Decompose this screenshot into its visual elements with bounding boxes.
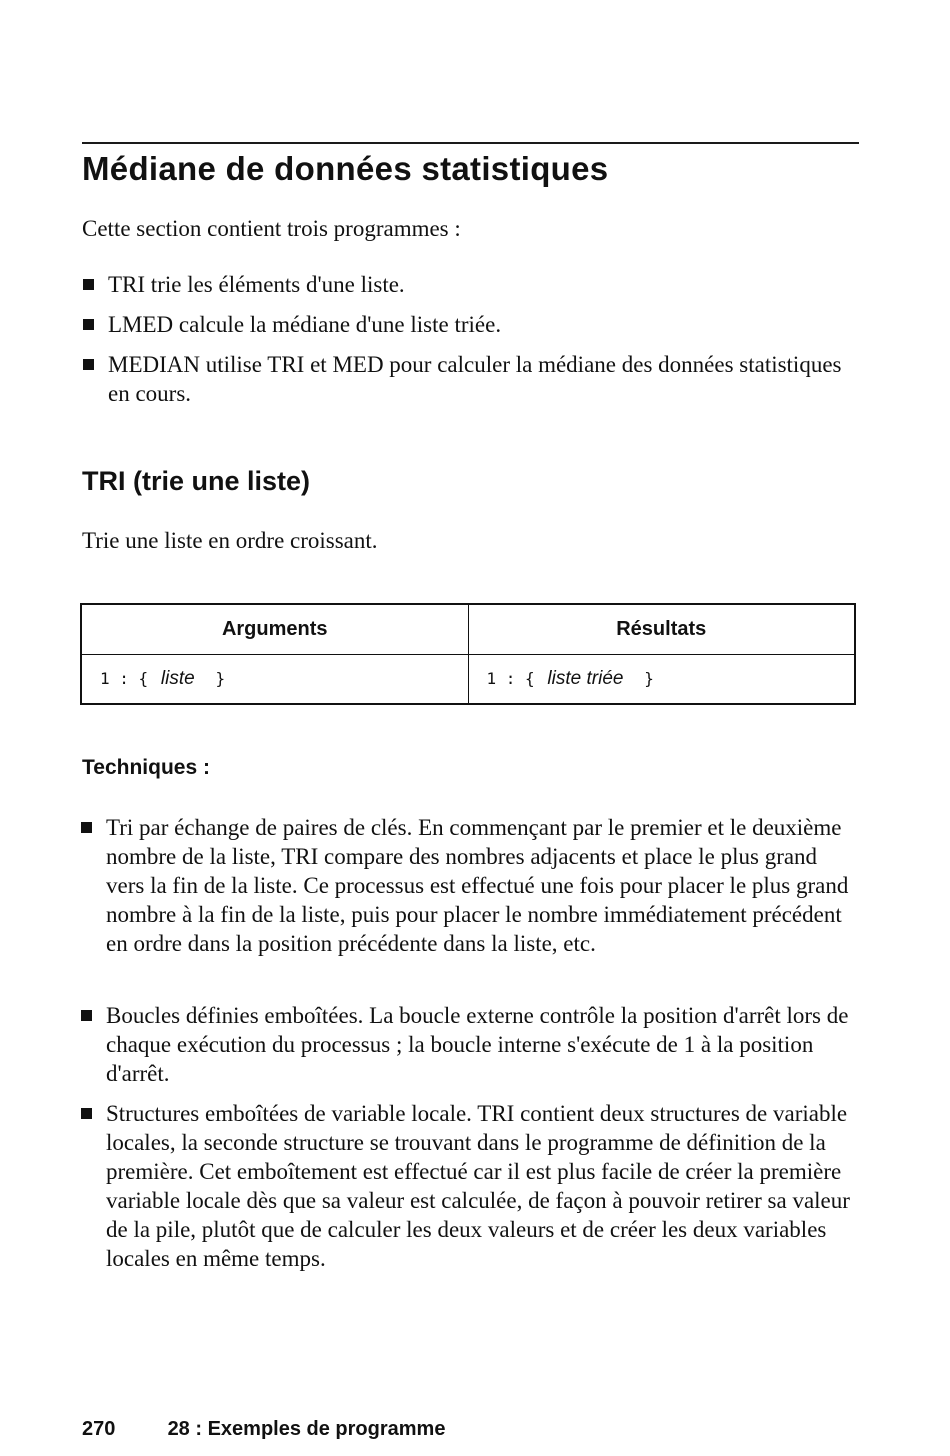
table-header-results: Résultats [468, 604, 855, 655]
brace-close: } [644, 669, 654, 688]
table-row [81, 655, 855, 705]
bullet-square-icon [81, 822, 92, 833]
table-cell-argument [81, 655, 468, 705]
bullet-square-icon [81, 1108, 92, 1119]
section-title: TRI (trie une liste) [82, 466, 311, 496]
list-item [108, 310, 858, 339]
table-header-row [81, 604, 855, 655]
table-header-arguments: Arguments [81, 604, 468, 655]
table-cell-result [468, 655, 855, 705]
arguments-results-table [80, 603, 856, 705]
intro-text: Cette section contient trois programmes : [82, 216, 461, 241]
list-item-text: MEDIAN utilise TRI et MED pour calculer la médiane des données statistiques en cours. [108, 352, 842, 406]
bullet-square-icon [83, 319, 94, 330]
argument-value: liste [160, 668, 195, 689]
list-item [106, 813, 858, 958]
list-item-text: Boucles définies emboîtées. La boucle externe contrôle la position d'arrêt lors de chaque exécution du processus ; la boucle interne s'exécute de 1 à la position d'arrêt. [106, 1003, 849, 1086]
list-item-text: TRI trie les éléments d'une liste. [108, 272, 405, 297]
stack-level-prefix: 1 : { [100, 669, 149, 688]
result-value: liste triée [547, 668, 624, 689]
chapter-title: 28 : Exemples de programme [167, 1418, 446, 1440]
section-description: Trie une liste en ordre croissant. [82, 528, 378, 553]
bullet-square-icon [83, 279, 94, 290]
page-footer [82, 1418, 445, 1441]
list-item [106, 1001, 858, 1088]
page-title: Médiane de données statistiques [82, 150, 609, 187]
page-number: 270 [82, 1418, 116, 1440]
bullet-square-icon [83, 359, 94, 370]
list-item-text: LMED calcule la médiane d'une liste triée. [108, 312, 502, 337]
brace-close: } [215, 669, 226, 688]
list-item [106, 1099, 858, 1273]
list-item [108, 270, 858, 299]
stack-level-prefix: 1 : { [486, 669, 535, 688]
bullet-square-icon [81, 1010, 92, 1021]
header-rule [82, 142, 859, 144]
list-item-text: Tri par échange de paires de clés. En commençant par le premier et le deuxième nombre de la liste, TRI compare des nombres adjacents et place le plus grand vers la fin de la liste. Ce processus est effectué une fois pour placer le plus grand nombre à la fin de la liste, puis pour placer le nombre immédiatement précédent en ordre dans la position précédente dans la liste, etc. [106, 815, 849, 956]
techniques-title: Techniques : [82, 756, 210, 779]
list-item-text: Structures emboîtées de variable locale. TRI contient deux structures de variable locales, la seconde structure se trouvant dans le programme de définition de la première. Cet emboîtement est effectué car il est plus facile de créer la première variable locale dès que sa valeur est calculée, de façon à pouvoir retirer sa valeur de la pile, plutôt que de calculer les deux valeurs et de créer les deux variables locales en même temps. [106, 1101, 850, 1271]
list-item [108, 350, 858, 408]
